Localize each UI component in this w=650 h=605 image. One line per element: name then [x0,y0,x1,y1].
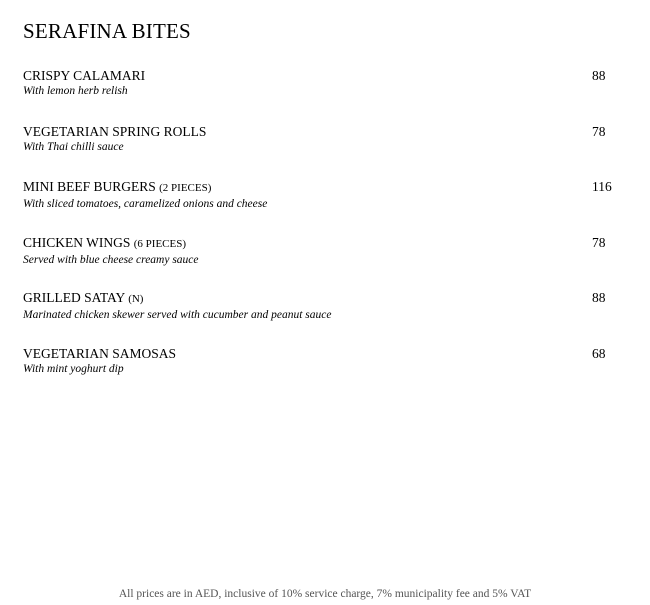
item-description: With lemon herb relish [23,85,128,97]
menu-item-chicken-wings [23,234,623,290]
item-allergen-note: (N) [128,293,144,305]
item-description: With mint yoghurt dip [23,362,124,375]
menu-item-vegetarian-samosas [23,345,623,401]
item-description: Marinated chicken skewer served with cucumber and peanut sauce [23,309,332,321]
item-price: 78 [592,234,606,250]
item-name [23,123,623,140]
item-price: 68 [592,345,606,361]
item-name [23,234,623,253]
menu-item-grilled-satay [23,289,623,345]
page-title: SERAFINA BITES [23,19,191,43]
item-description: Served with blue cheese creamy sauce [23,253,199,266]
item-price: 78 [592,123,606,139]
menu-item-vegetarian-spring-rolls [23,123,623,179]
item-price: 88 [592,68,606,83]
item-name [23,345,623,362]
item-title: CHICKEN WINGS [23,234,131,250]
item-title: MINI BEEF BURGERS [23,179,156,194]
item-portion-note: (2 PIECES) [159,182,212,194]
item-title: GRILLED SATAY [23,290,125,305]
item-name [23,289,623,308]
item-name [23,67,623,84]
item-title: VEGETARIAN SAMOSAS [23,345,177,361]
item-title: CRISPY CALAMARI [23,68,146,83]
item-price: 88 [592,290,606,305]
item-title: VEGETARIAN SPRING ROLLS [23,123,207,139]
item-description: With Thai chilli sauce [23,140,124,153]
item-name [23,178,623,197]
item-description: With sliced tomatoes, caramelized onions and cheese [23,198,268,210]
menu-list [23,67,623,400]
menu-item-crispy-calamari [23,67,623,123]
item-price: 116 [592,179,612,194]
price-footnote: All prices are in AED, inclusive of 10% service charge, 7% municipality fee and 5% VAT [118,588,532,600]
menu-item-mini-beef-burgers [23,178,623,234]
item-portion-note: (6 PIECES) [133,237,186,250]
